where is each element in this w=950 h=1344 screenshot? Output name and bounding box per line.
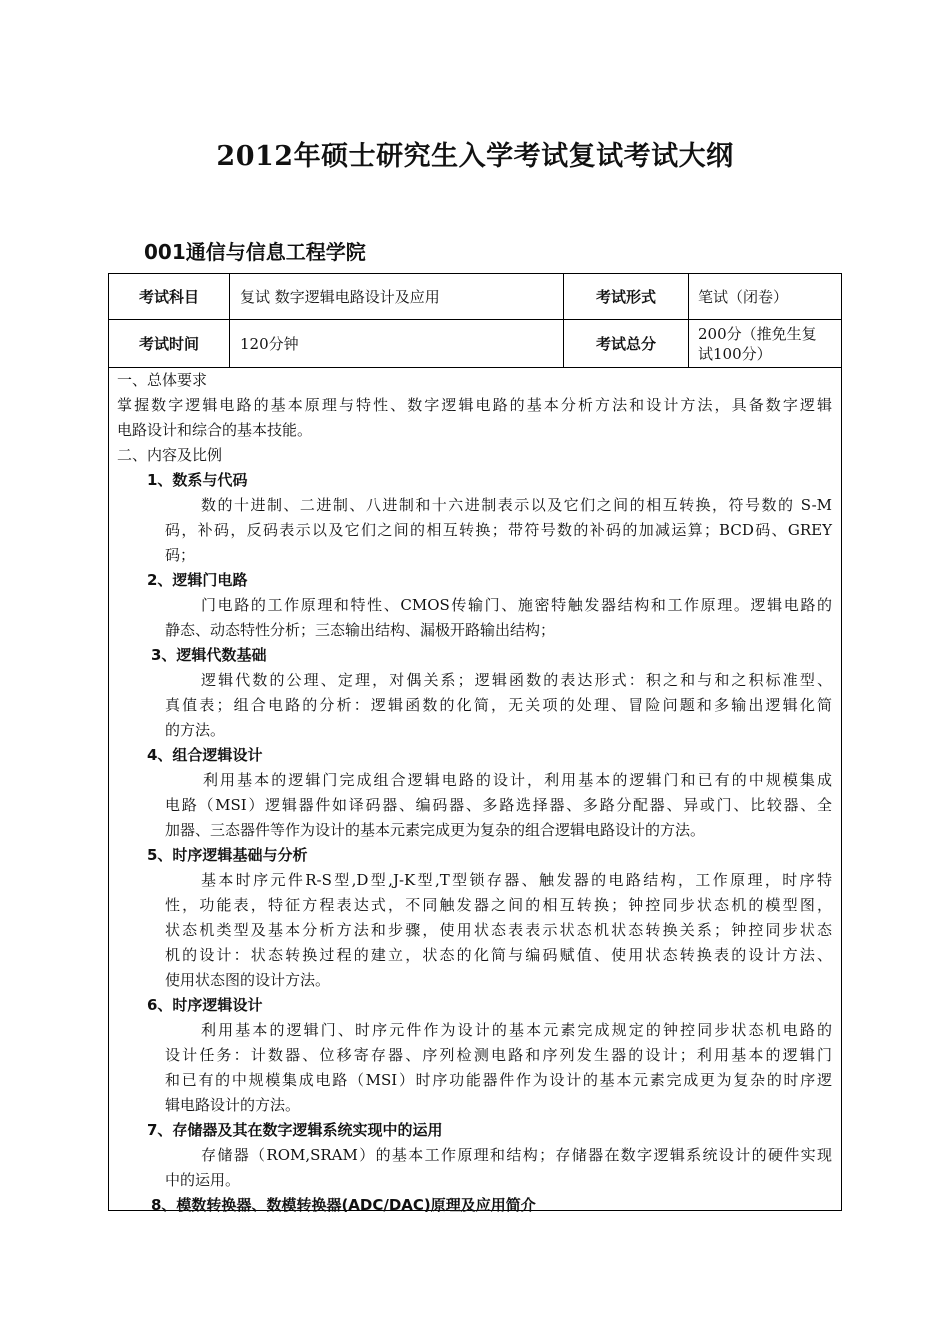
section-2-title: 2、逻辑门电路	[147, 571, 248, 589]
section-6-line-1: 利用基本的逻辑门、时序元件作为设计的基本元素完成规定的钟控同步状态机电路的	[201, 1021, 832, 1039]
table-row-time	[109, 320, 841, 368]
section-2-line-1: 门电路的工作原理和特性、CMOS传输门、施密特触发器结构和工作原理。逻辑电路的	[201, 596, 832, 614]
section-5-title: 5、时序逻辑基础与分析	[147, 846, 308, 864]
section-3-line-2: 真值表；组合电路的分析：逻辑函数的化简，无关项的处理、冒险问题和多输出逻辑化简	[165, 696, 832, 714]
section-1-line-2: 码，补码，反码表示以及它们之间的相互转换；带符号数的补码的加减运算；BCD码、GREY	[165, 521, 832, 539]
subject-value: 复试 数字逻辑电路设计及应用	[230, 274, 564, 319]
section-4-title: 4、组合逻辑设计	[147, 746, 263, 764]
exam-time-value: 120分钟	[230, 320, 564, 367]
section-3-title: 3、逻辑代数基础	[151, 646, 267, 664]
exam-time-label: 考试时间	[109, 320, 230, 367]
total-score-value	[689, 320, 841, 367]
section-5-line-1: 基本时序元件R-S型,D型,J-K型,T型锁存器、触发器的电路结构，工作原理，时序特	[201, 871, 832, 889]
section-6-line-3: 和已有的中规模集成电路（MSI）时序功能器件作为设计的基本元素完成更为复杂的时序逻	[165, 1071, 832, 1089]
section-7-line-2: 中的运用。	[165, 1171, 241, 1189]
document-title: 2012年硕士研究生入学考试复试考试大纲	[216, 141, 734, 172]
section-4-line-3: 加器、三态器件等作为设计的基本元素完成更为复杂的组合逻辑电路设计的方法。	[165, 821, 706, 839]
general-heading: 一、总体要求	[117, 371, 208, 389]
section-5-line-3: 状态机类型及基本分析方法和步骤，使用状态表表示状态机状态转换关系；钟控同步状态	[165, 921, 832, 939]
section-1-line-3: 码；	[165, 546, 196, 564]
subject-label: 考试科目	[109, 274, 230, 319]
section-6-line-4: 辑电路设计的方法。	[165, 1096, 301, 1114]
section-7-title: 7、存储器及其在数字逻辑系统实现中的运用	[147, 1121, 443, 1139]
section-5-line-2: 性，功能表，特征方程表达式，不同触发器之间的相互转换；钟控同步状态机的模型图，	[165, 896, 832, 914]
section-3-line-3: 的方法。	[165, 721, 226, 739]
section-2-line-2: 静态、动态特性分析；三态输出结构、漏极开路输出结构；	[165, 621, 556, 639]
section-8-title: 8、模数转换器、数模转换器(ADC/DAC)原理及应用简介	[151, 1196, 536, 1214]
section-3-line-1: 逻辑代数的公理、定理，对偶关系；逻辑函数的表达形式：积之和与和之积标准型、	[201, 671, 832, 689]
total-score-line-1: 200分（推免生复	[698, 324, 817, 343]
section-1-line-1: 数的十进制、二进制、八进制和十六进制表示以及它们之间的相互转换，符号数的 S-M	[201, 496, 832, 514]
section-5-line-4: 机的设计：状态转换过程的建立，状态的化简与编码赋值、使用状态转换表的设计方法、	[165, 946, 832, 964]
syllabus-table	[108, 273, 842, 1214]
college-heading: 001通信与信息工程学院	[144, 240, 366, 264]
total-score-label: 考试总分	[564, 320, 689, 367]
section-4-line-2: 电路（MSI）逻辑器件如译码器、编码器、多路选择器、多路分配器、异或门、比较器、全	[165, 796, 832, 814]
content-heading: 二、内容及比例	[117, 446, 223, 464]
exam-form-value: 笔试（闭卷）	[698, 287, 789, 306]
section-6-line-2: 设计任务：计数器、位移寄存器、序列检测电路和序列发生器的设计；利用基本的逻辑门	[165, 1046, 832, 1064]
section-5-line-5: 使用状态图的设计方法。	[165, 971, 331, 989]
exam-form-label: 考试形式	[564, 274, 689, 319]
total-score-line-2: 试100分）	[698, 344, 772, 363]
general-line-2: 电路设计和综合的基本技能。	[117, 421, 313, 439]
section-4-line-1: 利用基本的逻辑门完成组合逻辑电路的设计，利用基本的逻辑门和已有的中规模集成	[203, 771, 832, 789]
section-7-line-1: 存储器（ROM,SRAM）的基本工作原理和结构；存储器在数字逻辑系统设计的硬件实现	[201, 1146, 832, 1164]
section-1-title: 1、数系与代码	[147, 471, 248, 489]
section-6-title: 6、时序逻辑设计	[147, 996, 263, 1014]
general-line-1: 掌握数字逻辑电路的基本原理与特性、数字逻辑电路的基本分析方法和设计方法，具备数字逻辑	[117, 396, 832, 414]
table-row-subject	[109, 274, 841, 320]
